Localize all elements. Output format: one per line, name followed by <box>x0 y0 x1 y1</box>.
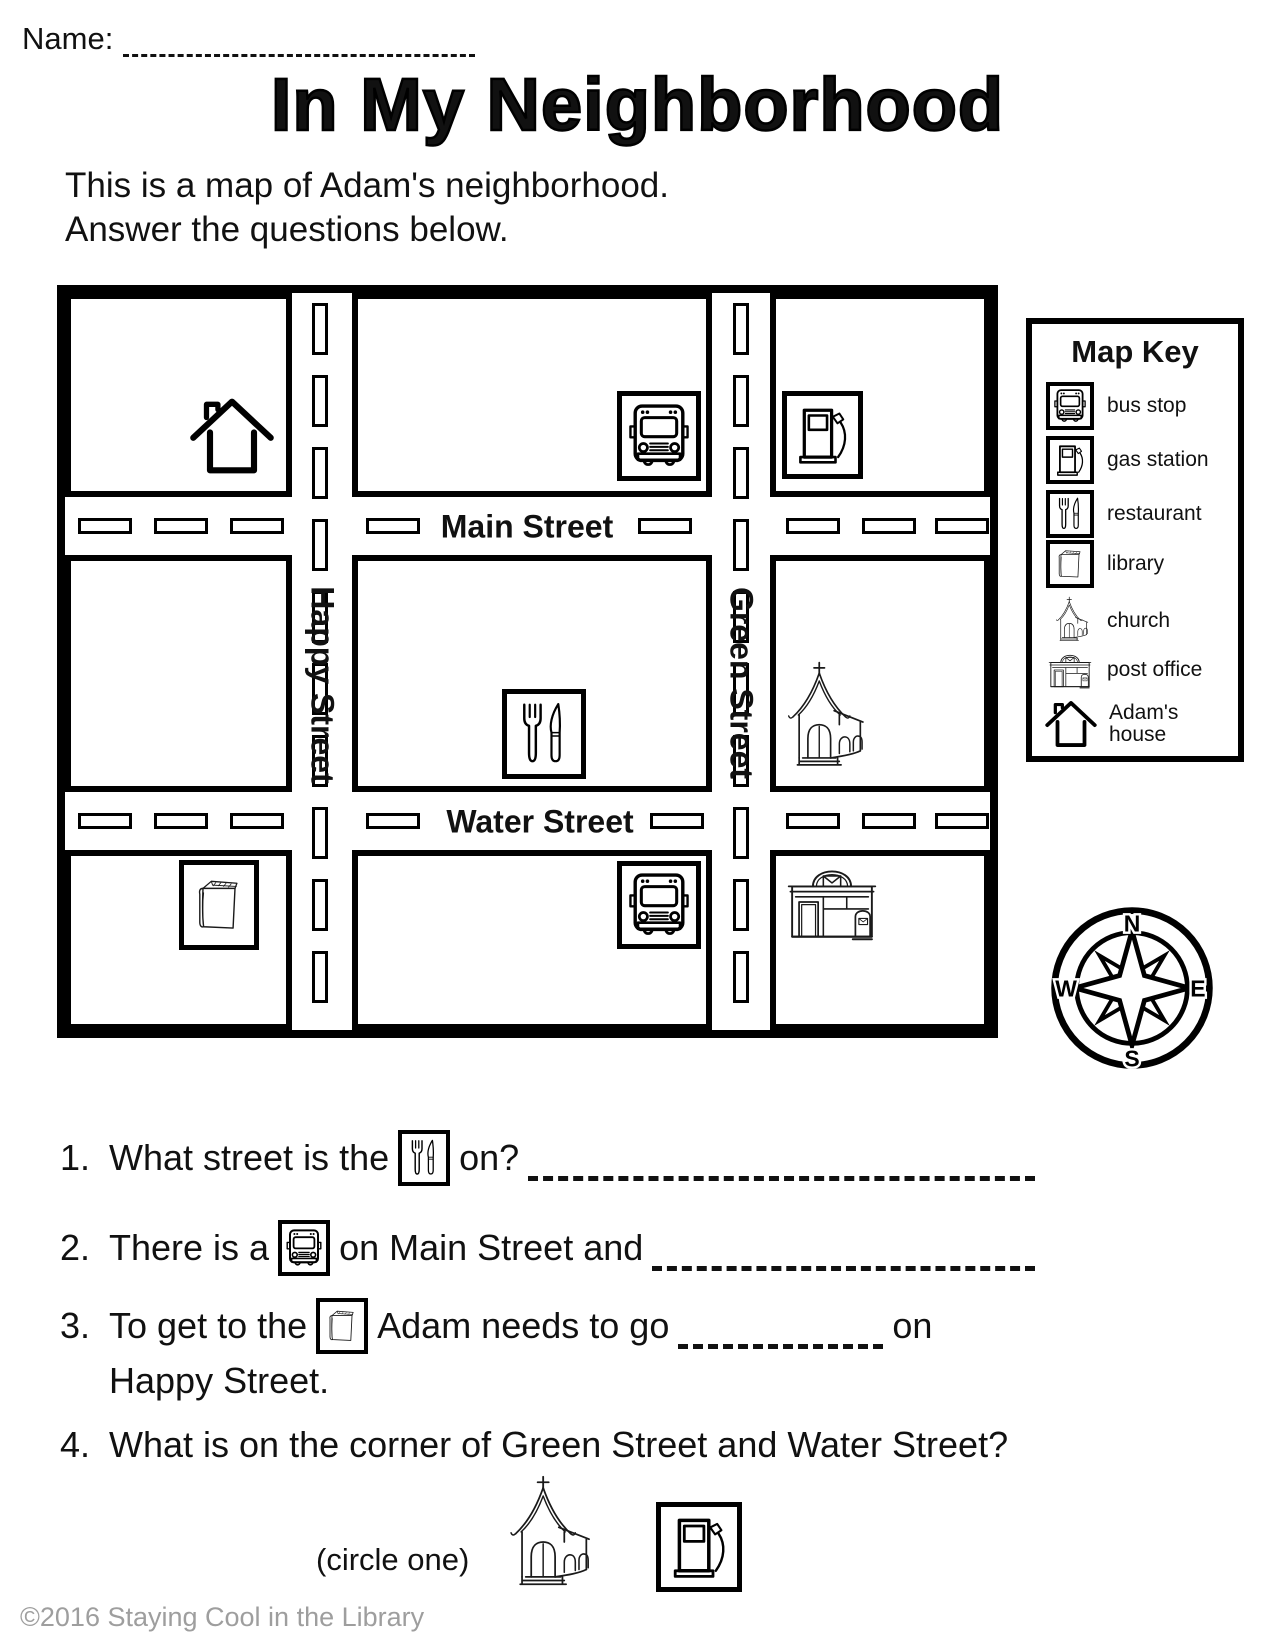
street-dash <box>312 807 328 859</box>
street-dash <box>312 375 328 427</box>
street-dash <box>366 813 420 829</box>
bus-stop-icon <box>617 391 701 481</box>
street-dash <box>935 518 989 534</box>
bus-stop-icon <box>617 861 701 949</box>
key-item-gas-station <box>1044 436 1209 484</box>
question-1 <box>60 1130 1035 1186</box>
map-key-panel <box>1026 318 1244 762</box>
street-dash <box>312 303 328 355</box>
street-dash <box>312 519 328 571</box>
restaurant-icon <box>398 1130 450 1186</box>
street-dash <box>786 518 840 534</box>
question-number: 4. <box>60 1424 91 1465</box>
happy-street-label: Happy Street <box>304 586 341 784</box>
church-choice-icon[interactable] <box>494 1474 596 1598</box>
key-label: church <box>1107 608 1171 632</box>
compass-south-label: S <box>1124 1045 1140 1072</box>
green-street-label: Green Street <box>723 586 760 780</box>
copyright-text: ©2016 Staying Cool in the Library <box>20 1602 425 1632</box>
street-dash <box>154 518 208 534</box>
name-blank-line[interactable] <box>123 20 475 57</box>
intro-line-1: This is a map of Adam's neighborhood. <box>65 166 669 205</box>
question-text: on Main Street and <box>339 1227 644 1268</box>
restaurant-icon <box>502 689 586 779</box>
street-dash <box>733 807 749 859</box>
question-number: 3. <box>60 1305 91 1346</box>
key-label: gas station <box>1107 447 1209 471</box>
answer-blank[interactable] <box>678 1344 883 1349</box>
key-label: bus stop <box>1107 393 1187 417</box>
post-office-icon <box>1045 648 1095 692</box>
street-dash <box>230 518 284 534</box>
street-dash <box>935 813 989 829</box>
key-item-post-office <box>1044 648 1202 692</box>
question-number: 2. <box>60 1227 91 1268</box>
question-text: What street is the <box>109 1137 390 1178</box>
key-label: library <box>1107 551 1165 575</box>
map-key-title: Map Key <box>1071 334 1199 369</box>
church-icon <box>772 660 870 778</box>
street-dash <box>154 813 208 829</box>
compass-west-label: W <box>1055 975 1077 1002</box>
question-4 <box>60 1424 1160 1466</box>
book-icon <box>1046 540 1094 588</box>
street-dash <box>312 447 328 499</box>
intro-line-2: Answer the questions below. <box>65 209 509 249</box>
compass-rose-icon <box>1046 902 1218 1074</box>
key-item-bus-stop <box>1044 382 1186 430</box>
church-icon <box>1045 596 1095 646</box>
question-text: on? <box>459 1137 520 1178</box>
compass-north-label: N <box>1123 910 1141 937</box>
key-label: Adam's house <box>1109 700 1179 746</box>
street-dash <box>650 813 704 829</box>
answer-blank[interactable] <box>652 1266 1035 1271</box>
water-street-label: Water Street <box>446 803 634 840</box>
question-text: What is on the corner of Green Street and Water Street? <box>109 1424 1009 1465</box>
name-row <box>22 20 475 57</box>
main-street-label: Main Street <box>440 508 614 545</box>
key-label: post office <box>1107 657 1203 681</box>
street-dash <box>230 813 284 829</box>
adams-house-icon <box>188 390 276 482</box>
street-dash <box>366 518 420 534</box>
compass-east-label: E <box>1190 975 1206 1002</box>
question-number: 1. <box>60 1137 91 1178</box>
bus-icon <box>1046 382 1094 430</box>
question-3 <box>60 1298 1060 1354</box>
question-text: Adam needs to go <box>377 1305 670 1346</box>
street-dash <box>312 879 328 931</box>
question-text: There is a <box>109 1227 270 1268</box>
key-item-adams-house <box>1044 696 1187 752</box>
street-dash <box>78 518 132 534</box>
page-title: In My Neighborhood <box>270 63 1005 146</box>
library-icon <box>179 860 259 950</box>
key-label: restaurant <box>1107 501 1202 525</box>
circle-one-label: (circle one) <box>316 1542 470 1577</box>
question-text: on <box>892 1305 933 1346</box>
city-block <box>65 555 292 792</box>
street-dash <box>733 879 749 931</box>
street-dash <box>638 518 692 534</box>
question-3-line-2: Happy Street. <box>109 1360 330 1401</box>
key-item-restaurant <box>1044 490 1202 538</box>
street-dash <box>862 813 916 829</box>
street-dash <box>312 951 328 1003</box>
street-dash <box>733 519 749 571</box>
bus-icon <box>278 1220 330 1276</box>
house-icon <box>1044 696 1098 752</box>
gas-pump-icon <box>1046 436 1094 484</box>
intro-text <box>65 164 669 252</box>
question-text: To get to the <box>109 1305 308 1346</box>
street-dash <box>733 951 749 1003</box>
restaurant-icon <box>1046 490 1094 538</box>
street-dash <box>786 813 840 829</box>
street-dash <box>78 813 132 829</box>
answer-blank[interactable] <box>528 1176 1035 1181</box>
gas-station-choice-icon[interactable] <box>656 1502 742 1592</box>
street-dash <box>733 447 749 499</box>
gas-station-icon <box>782 391 863 479</box>
key-item-church <box>1044 596 1170 646</box>
question-2 <box>60 1220 1035 1276</box>
post-office-icon <box>780 854 884 950</box>
key-item-library <box>1044 540 1164 588</box>
name-label: Name: <box>22 21 114 56</box>
book-icon <box>316 1298 368 1354</box>
street-dash <box>733 375 749 427</box>
street-dash <box>862 518 916 534</box>
street-dash <box>733 303 749 355</box>
